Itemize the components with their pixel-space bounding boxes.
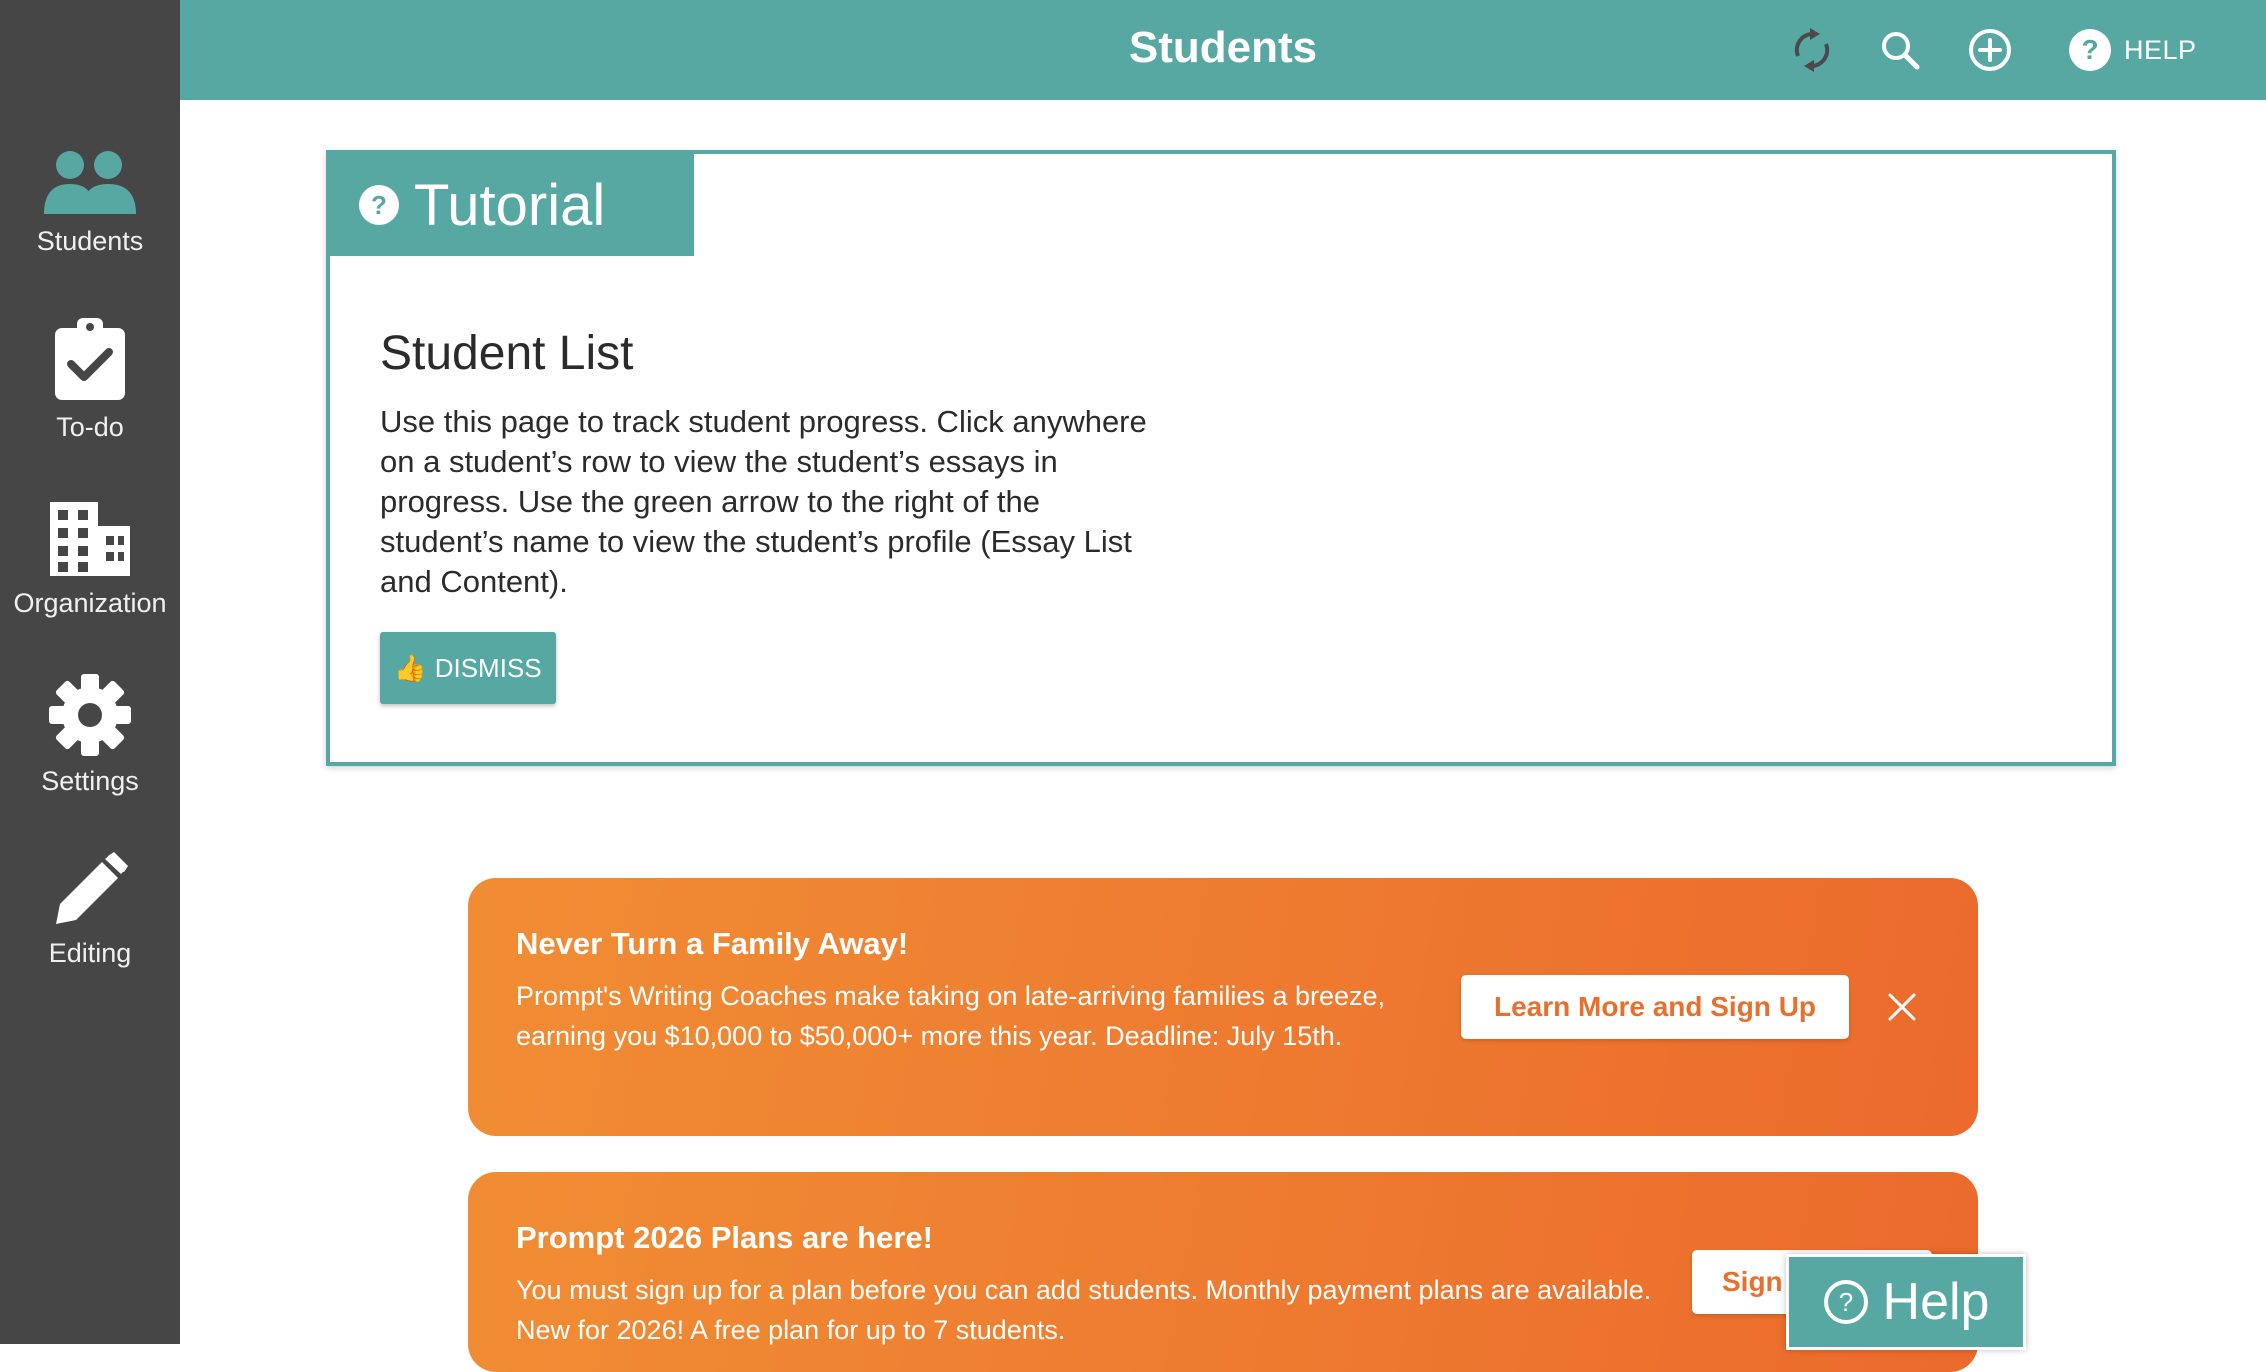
building-icon: [48, 500, 132, 578]
tutorial-tab: [330, 154, 694, 256]
floating-help-label: Help: [1882, 1273, 1990, 1331]
thumbs-up-icon: 👍: [394, 652, 427, 683]
tutorial-heading: Student List: [380, 327, 634, 380]
search-icon: [1880, 30, 1920, 70]
people-icon: [42, 150, 138, 216]
banner-text: You must sign up for a plan before you can add students. Monthly payment plans are available. New for 2026! A free plan for up to 7 students.: [516, 1275, 1652, 1345]
banner-title: Never Turn a Family Away!: [516, 926, 909, 961]
dismiss-label: DISMISS: [434, 652, 542, 683]
sidebar-item-label: To-do: [56, 412, 124, 442]
sidebar-item-settings[interactable]: [0, 674, 180, 797]
banner-title: Prompt 2026 Plans are here!: [516, 1220, 933, 1255]
learn-more-sign-up-button[interactable]: Learn More and Sign Up: [1461, 975, 1849, 1039]
clipboard-check-icon: [53, 318, 127, 402]
add-button[interactable]: [1968, 0, 2012, 100]
sidebar: [0, 0, 180, 1344]
sidebar-item-label: Settings: [41, 766, 139, 796]
header-help-button[interactable]: [2068, 0, 2197, 100]
search-button[interactable]: [1880, 0, 1920, 100]
tutorial-body: Use this page to track student progress. Click anywhere on a student’s row to view the student’s essays in progress. Use the green arrow to the right of the student’s name to view the student’s profile (Essay List and Content).: [380, 404, 1147, 599]
help-circle-icon: [1823, 1279, 1869, 1325]
help-circle-icon: [2068, 28, 2112, 72]
dismiss-button[interactable]: [380, 632, 556, 704]
sidebar-item-label: Students: [36, 226, 144, 256]
sidebar-item-label: Editing: [48, 938, 132, 968]
promo-banner-2026-plans: [468, 1172, 1978, 1372]
tutorial-tab-label: Tutorial: [414, 172, 606, 238]
top-header: [180, 0, 2266, 100]
gear-icon: [49, 674, 131, 756]
svg-text:?: ?: [2081, 34, 2099, 65]
sidebar-item-todo[interactable]: [0, 318, 180, 443]
header-help-label: HELP: [2124, 34, 2197, 65]
sidebar-item-label: Organization: [13, 588, 167, 618]
add-circle-icon: [1968, 28, 2012, 72]
question-circle-icon: [358, 184, 400, 226]
sidebar-item-organization[interactable]: [0, 500, 180, 619]
close-icon[interactable]: [1886, 991, 1918, 1023]
promo-banner-writing-coaches: [468, 878, 1978, 1136]
tutorial-card: [326, 150, 2116, 766]
banner-text: Prompt's Writing Coaches make taking on late-arriving families a breeze, earning you $10,000 to $50,000+ more this year. Deadline: July 15th.: [516, 981, 1386, 1051]
sidebar-item-students[interactable]: [0, 150, 180, 257]
sidebar-item-editing[interactable]: [0, 852, 180, 969]
floating-help-button[interactable]: [1786, 1254, 2026, 1350]
svg-text:?: ?: [371, 190, 387, 220]
sign-up-button[interactable]: Sign: [1692, 1250, 1932, 1314]
refresh-button[interactable]: [1792, 0, 1832, 100]
svg-text:?: ?: [1838, 1287, 1853, 1317]
refresh-icon: [1792, 28, 1832, 72]
pencil-icon: [52, 852, 128, 928]
page-title: Students: [1128, 23, 1318, 72]
